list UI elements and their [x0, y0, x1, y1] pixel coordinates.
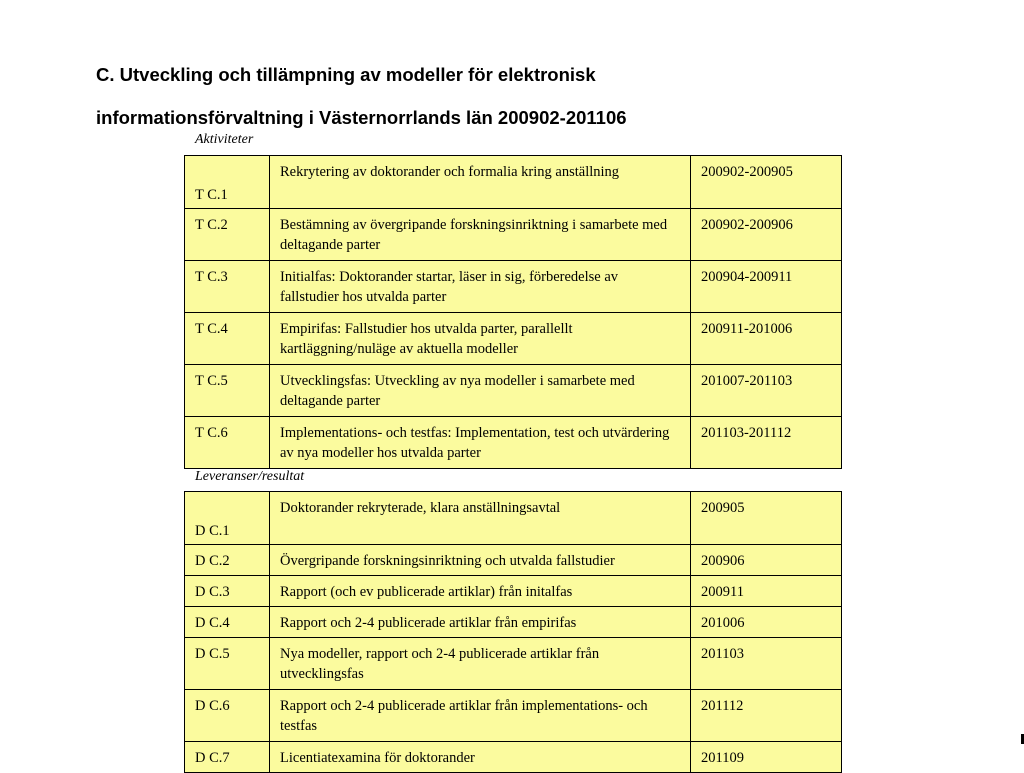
deliverable-description: Rapport (och ev publicerade artiklar) från initalfas [270, 576, 691, 607]
table-row [185, 492, 842, 545]
table-row [185, 638, 842, 690]
deliverable-description: Licentiatexamina för doktorander [270, 742, 691, 773]
activity-period: 200904-200911 [691, 261, 842, 313]
deliverable-description: Rapport och 2-4 publicerade artiklar från implementations- och testfas [270, 690, 691, 742]
activity-code: T C.1 [185, 156, 270, 209]
deliverable-code: D C.4 [185, 607, 270, 638]
table-row [185, 209, 842, 261]
deliverable-period: 200911 [691, 576, 842, 607]
activity-period: 200902-200905 [691, 156, 842, 209]
deliverable-description: Övergripande forskningsinriktning och utvalda fallstudier [270, 545, 691, 576]
activity-description: Initialfas: Doktorander startar, läser in sig, förberedelse av fallstudier hos utvalda parter [270, 261, 691, 313]
activity-period: 201007-201103 [691, 365, 842, 417]
deliverables-table [184, 491, 842, 773]
deliverable-code: D C.6 [185, 690, 270, 742]
deliverable-code: D C.1 [185, 492, 270, 545]
deliverable-period: 201112 [691, 690, 842, 742]
table-row [185, 313, 842, 365]
deliverables-heading: Leveranser/resultat [195, 469, 305, 484]
page-title-line-1: C. Utveckling och tillämpning av modeller för elektronisk [96, 64, 596, 85]
deliverable-code: D C.3 [185, 576, 270, 607]
table-row [185, 417, 842, 469]
table-row [185, 690, 842, 742]
deliverable-period: 200905 [691, 492, 842, 545]
page-title-line-2: informationsförvaltning i Västernorrlands län 200902-201106 [96, 107, 627, 128]
deliverable-description: Doktorander rekryterade, klara anställningsavtal [270, 492, 691, 545]
deliverable-code: D C.2 [185, 545, 270, 576]
deliverable-period: 201109 [691, 742, 842, 773]
deliverable-code: D C.5 [185, 638, 270, 690]
activity-code: T C.3 [185, 261, 270, 313]
activities-heading: Aktiviteter [195, 132, 254, 147]
table-row [185, 365, 842, 417]
activity-description: Utvecklingsfas: Utveckling av nya modeller i samarbete med deltagande parter [270, 365, 691, 417]
deliverable-description: Nya modeller, rapport och 2-4 publicerade artiklar från utvecklingsfas [270, 638, 691, 690]
activity-description: Empirifas: Fallstudier hos utvalda parter, parallellt kartläggning/nuläge av aktuella modeller [270, 313, 691, 365]
table-row [185, 156, 842, 209]
activity-period: 201103-201112 [691, 417, 842, 469]
table-row [185, 607, 842, 638]
activity-code: T C.5 [185, 365, 270, 417]
activities-table [184, 155, 842, 469]
deliverable-period: 201006 [691, 607, 842, 638]
activity-description: Implementations- och testfas: Implementation, test och utvärdering av nya modeller hos utvalda parter [270, 417, 691, 469]
activity-description: Bestämning av övergripande forskningsinriktning i samarbete med deltagande parter [270, 209, 691, 261]
activity-code: T C.2 [185, 209, 270, 261]
deliverable-period: 200906 [691, 545, 842, 576]
table-row [185, 261, 842, 313]
deliverable-period: 201103 [691, 638, 842, 690]
activity-period: 200902-200906 [691, 209, 842, 261]
table-row [185, 545, 842, 576]
activity-period: 200911-201006 [691, 313, 842, 365]
activity-code: T C.6 [185, 417, 270, 469]
activity-description: Rekrytering av doktorander och formalia kring anställning [270, 156, 691, 209]
deliverable-code: D C.7 [185, 742, 270, 773]
deliverable-description: Rapport och 2-4 publicerade artiklar från empirifas [270, 607, 691, 638]
table-row [185, 576, 842, 607]
activity-code: T C.4 [185, 313, 270, 365]
